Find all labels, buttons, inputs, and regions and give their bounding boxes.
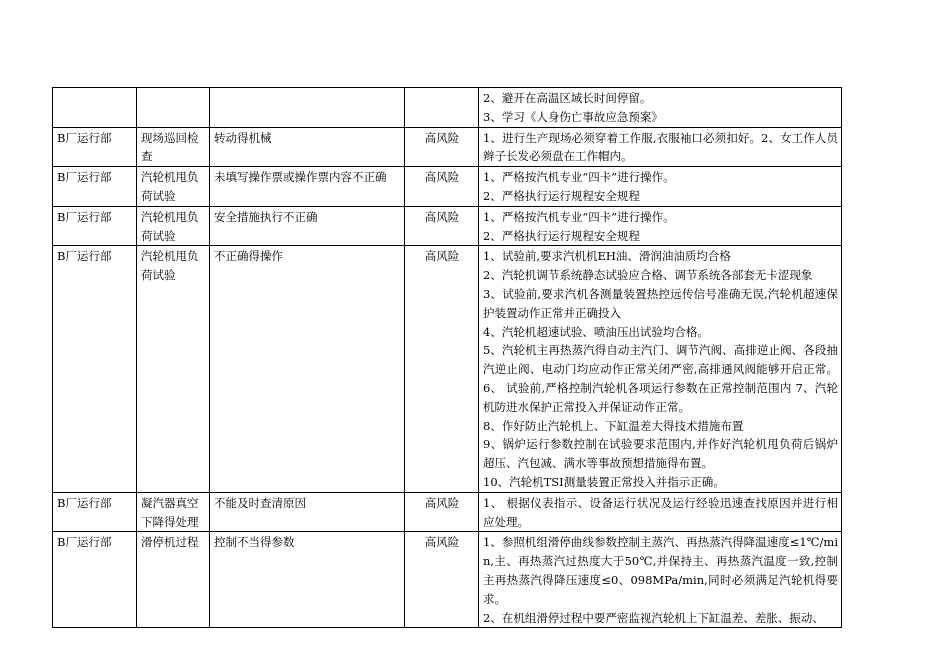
department-cell: B厂运行部	[53, 206, 137, 246]
department-cell: B厂运行部	[53, 492, 137, 532]
hazard-cell: 未填写操作票或操作票内容不正确	[210, 167, 405, 207]
measure-line: 1、严格按汽机专业“四卡”进行操作。	[483, 170, 675, 185]
task-cell: 汽轮机甩负荷试验	[137, 206, 210, 246]
table-row	[53, 492, 842, 532]
measure-line: 9、锅炉运行参数控制在试验要求范围内,并作好汽轮机甩负荷后锅炉超压、汽包减、满水等事故预想措施得布置。	[483, 437, 838, 471]
measure-line: 3、学习《人身伤亡事故应急预案》	[483, 109, 663, 124]
table-body	[53, 88, 842, 628]
measure-line: 1、严格按汽机专业“四卡”进行操作。	[483, 209, 675, 224]
risk-level-cell: 高风险	[405, 246, 479, 492]
control-measures-cell	[479, 492, 842, 532]
risk-level-cell: 高风险	[405, 167, 479, 207]
measure-line: 10、汽轮机TSI测量装置正常投入并指示正确。	[483, 474, 725, 489]
department-cell: B厂运行部	[53, 127, 137, 167]
hazard-cell: 控制不当得参数	[210, 532, 405, 628]
measure-line: 2、在机组滑停过程中要严密监视汽轮机上下缸温差、差胀、振动、	[483, 610, 824, 625]
department-cell: B厂运行部	[53, 167, 137, 207]
department-cell	[53, 88, 137, 128]
department-cell: B厂运行部	[53, 532, 137, 628]
control-measures-cell	[479, 532, 842, 628]
table-row	[53, 532, 842, 628]
measure-line: 1、 根据仪表指示、设备运行状况及运行经验迅速查找原因并进行相应处理。	[483, 495, 838, 529]
control-measures-cell	[479, 88, 842, 128]
table-row	[53, 88, 842, 128]
measure-line: 2、严格执行运行规程安全规程	[483, 188, 640, 203]
measure-line: 3、试验前,要求汽机各测量装置热控远传信号准确无误,汽轮机超速保护装置动作正常并正确投入	[483, 286, 838, 320]
risk-level-cell: 高风险	[405, 532, 479, 628]
risk-assessment-table	[52, 87, 842, 628]
risk-level-cell	[405, 88, 479, 128]
risk-level-cell: 高风险	[405, 206, 479, 246]
task-cell	[137, 88, 210, 128]
control-measures-cell	[479, 246, 842, 492]
hazard-cell: 不正确得操作	[210, 246, 405, 492]
risk-level-cell: 高风险	[405, 492, 479, 532]
task-cell: 现场巡回检查	[137, 127, 210, 167]
control-measures-cell	[479, 206, 842, 246]
hazard-cell: 不能及时查清原因	[210, 492, 405, 532]
hazard-cell: 安全措施执行不正确	[210, 206, 405, 246]
measure-line: 2、避开在高温区域长时间停留。	[483, 91, 652, 105]
risk-level-cell: 高风险	[405, 127, 479, 167]
table-row	[53, 246, 842, 492]
table-row	[53, 206, 842, 246]
table-row	[53, 167, 842, 207]
task-cell: 滑停机过程	[137, 532, 210, 628]
task-cell: 汽轮机甩负荷试验	[137, 246, 210, 492]
control-measures-cell	[479, 127, 842, 167]
department-cell: B厂运行部	[53, 246, 137, 492]
measure-line: 8、作好防止汽轮机上、下缸温差大得技术措施布置	[483, 418, 744, 433]
task-cell: 凝汽器真空下降得处理	[137, 492, 210, 532]
table-row	[53, 127, 842, 167]
measure-line: 1、参照机组滑停曲线参数控制主蒸汽、再热蒸汽得降温速度≤1℃/min,主、再热蒸汽过热度大于50℃,并保持主、再热蒸汽温度一致,控制主再热蒸汽得降压速度≤0、098MPa/min,同时必须满足汽轮机得要求。	[483, 535, 838, 606]
measure-line: 2、汽轮机调节系统静态试验应合格、调节系统各部套无卡涩现象	[483, 268, 813, 283]
measure-line: 2、严格执行运行规程安全规程	[483, 228, 640, 243]
measure-line: 1、试验前,要求汽机机EH油、滑润油油质均合格	[483, 249, 731, 264]
hazard-cell	[210, 88, 405, 128]
hazard-cell: 转动得机械	[210, 127, 405, 167]
control-measures-cell	[479, 167, 842, 207]
task-cell: 汽轮机甩负荷试验	[137, 167, 210, 207]
measure-line: 4、汽轮机超速试验、喷油压出试验均合格。	[483, 324, 709, 339]
measure-line: 5、汽轮机主再热蒸汽得自动主汽门、调节汽阀、高排逆止阀、各段抽汽逆止阀、电动门均应动作正常关闭严密,高排通风阀能够开启正常。6、 试验前,严格控制汽轮机各项运行参数在正常控制范围内 7、汽轮机防进水保护正常投入并保证动作正常。	[483, 343, 838, 414]
measure-line: 1、进行生产现场必须穿着工作服,衣服袖口必须扣好。2、女工作人员辫子长发必须盘在工作帽内。	[483, 130, 838, 164]
